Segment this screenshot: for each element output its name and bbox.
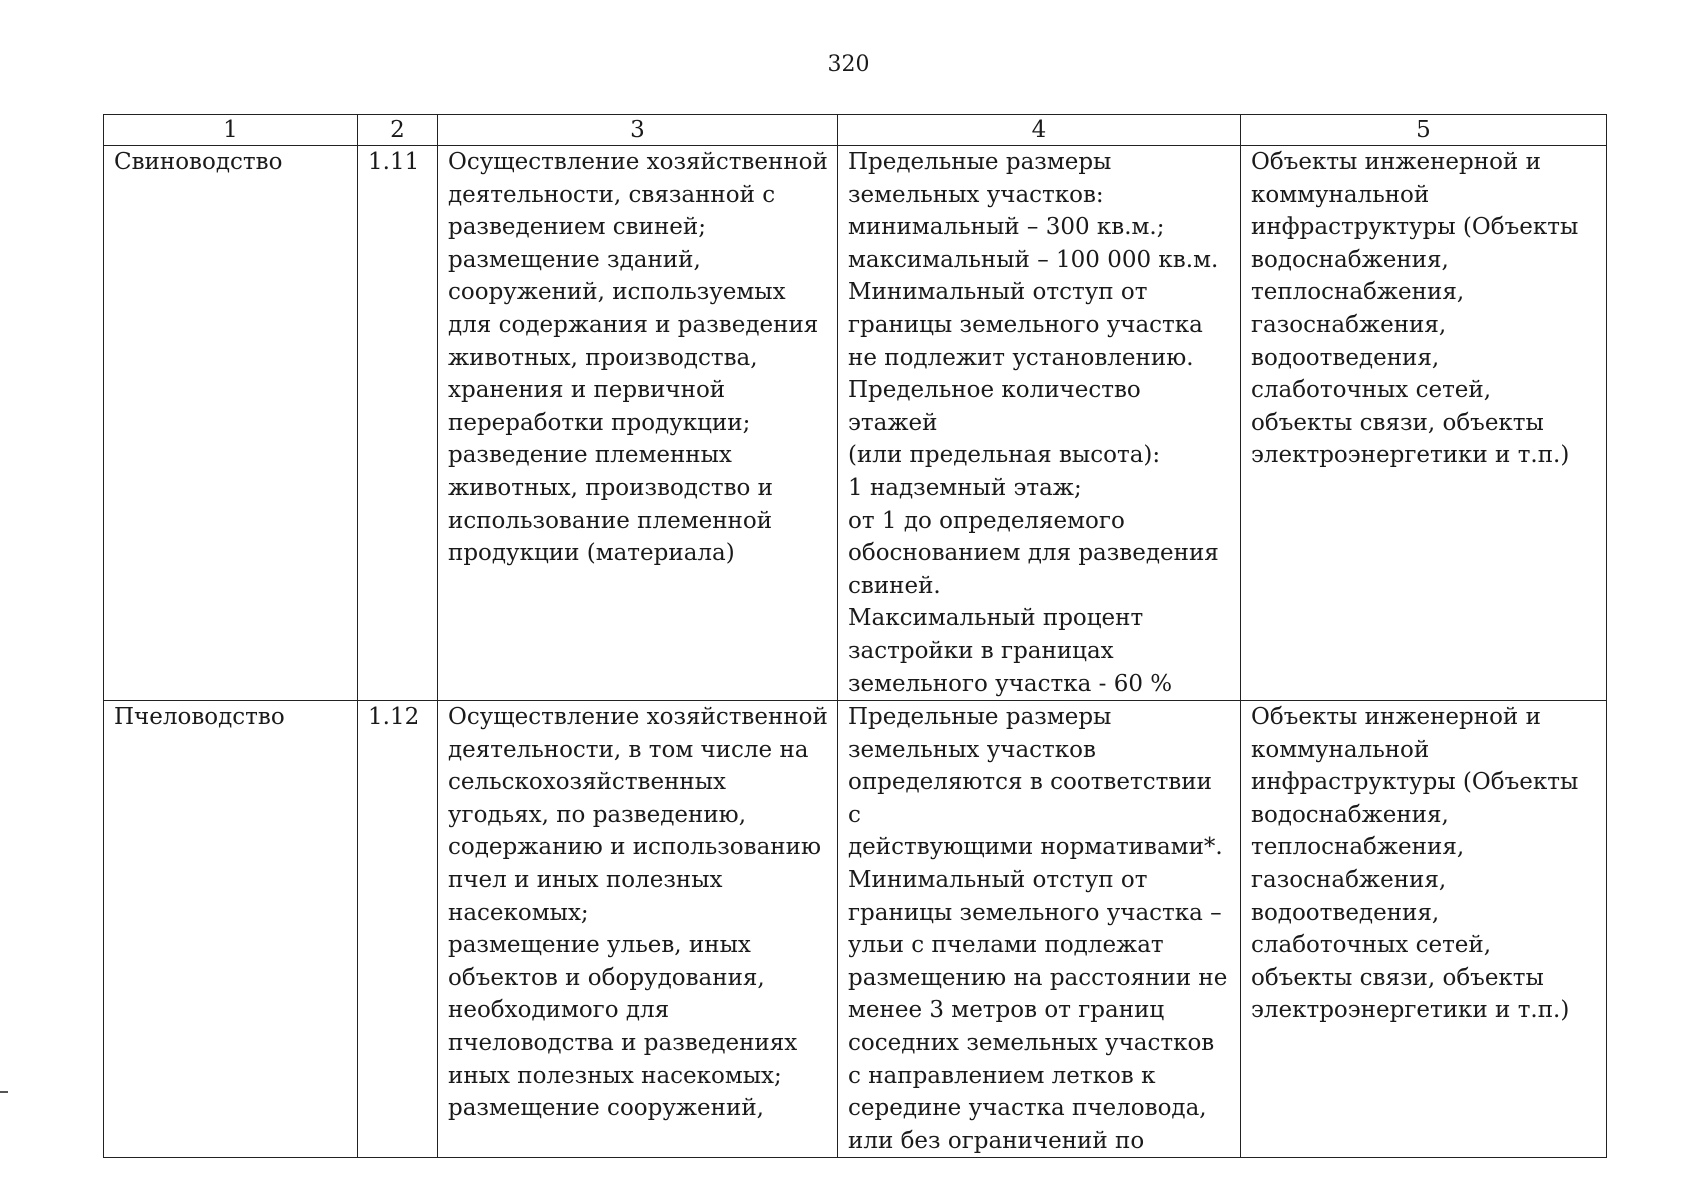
use-type-name: Свиноводство bbox=[104, 146, 358, 701]
header-col-5: 5 bbox=[1241, 115, 1607, 146]
page-number: 320 bbox=[827, 52, 870, 77]
use-type-code: 1.12 bbox=[358, 701, 438, 1158]
use-type-auxiliary: Объекты инженерной и коммунальной инфраструктуры (Объекты водоснабжения, теплоснабжения, газоснабжения, водоотведения, слаботочных сетей, объекты связи, объекты электроэнергетики и т.п.) bbox=[1241, 701, 1607, 1158]
land-use-table bbox=[103, 114, 1607, 1158]
use-type-code: 1.11 bbox=[358, 146, 438, 701]
use-type-parameters: Предельные размеры земельных участков: минимальный – 300 кв.м.; максимальный – 100 000 кв.м. Минимальный отступ от границы земельного участка не подлежит установлению. Предельное количество этажей (или предельная высота): 1 надземный этаж; от 1 до определяемого обоснованием для разведения свиней. Максимальный процент застройки в границах земельного участка - 60 % bbox=[838, 146, 1241, 701]
header-col-1: 1 bbox=[104, 115, 358, 146]
use-type-description: Осуществление хозяйственной деятельности, связанной с разведением свиней; размещение зданий, сооружений, используемых для содержания и разведения животных, производства, хранения и первичной переработки продукции; разведение племенных животных, производство и использование племенной продукции (материала) bbox=[438, 146, 838, 701]
use-type-auxiliary: Объекты инженерной и коммунальной инфраструктуры (Объекты водоснабжения, теплоснабжения, газоснабжения, водоотведения, слаботочных сетей, объекты связи, объекты электроэнергетики и т.п.) bbox=[1241, 146, 1607, 701]
scan-edge-mark bbox=[0, 1091, 8, 1093]
header-col-4: 4 bbox=[838, 115, 1241, 146]
table-row bbox=[104, 701, 1607, 1158]
header-col-2: 2 bbox=[358, 115, 438, 146]
table-row bbox=[104, 146, 1607, 701]
use-type-name: Пчеловодство bbox=[104, 701, 358, 1158]
header-row bbox=[104, 115, 1607, 146]
use-type-description: Осуществление хозяйственной деятельности, в том числе на сельскохозяйственных угодьях, по разведению, содержанию и использованию пчел и иных полезных насекомых; размещение ульев, иных объектов и оборудования, необходимого для пчеловодства и разведениях иных полезных насекомых; размещение сооружений, bbox=[438, 701, 838, 1158]
header-col-3: 3 bbox=[438, 115, 838, 146]
use-type-parameters: Предельные размеры земельных участков определяются в соответствии с действующими нормативами*. Минимальный отступ от границы земельного участка – ульи с пчелами подлежат размещению на расстоянии не менее 3 метров от границ соседних земельных участков с направлением летков к середине участка пчеловода, или без ограничений по bbox=[838, 701, 1241, 1158]
